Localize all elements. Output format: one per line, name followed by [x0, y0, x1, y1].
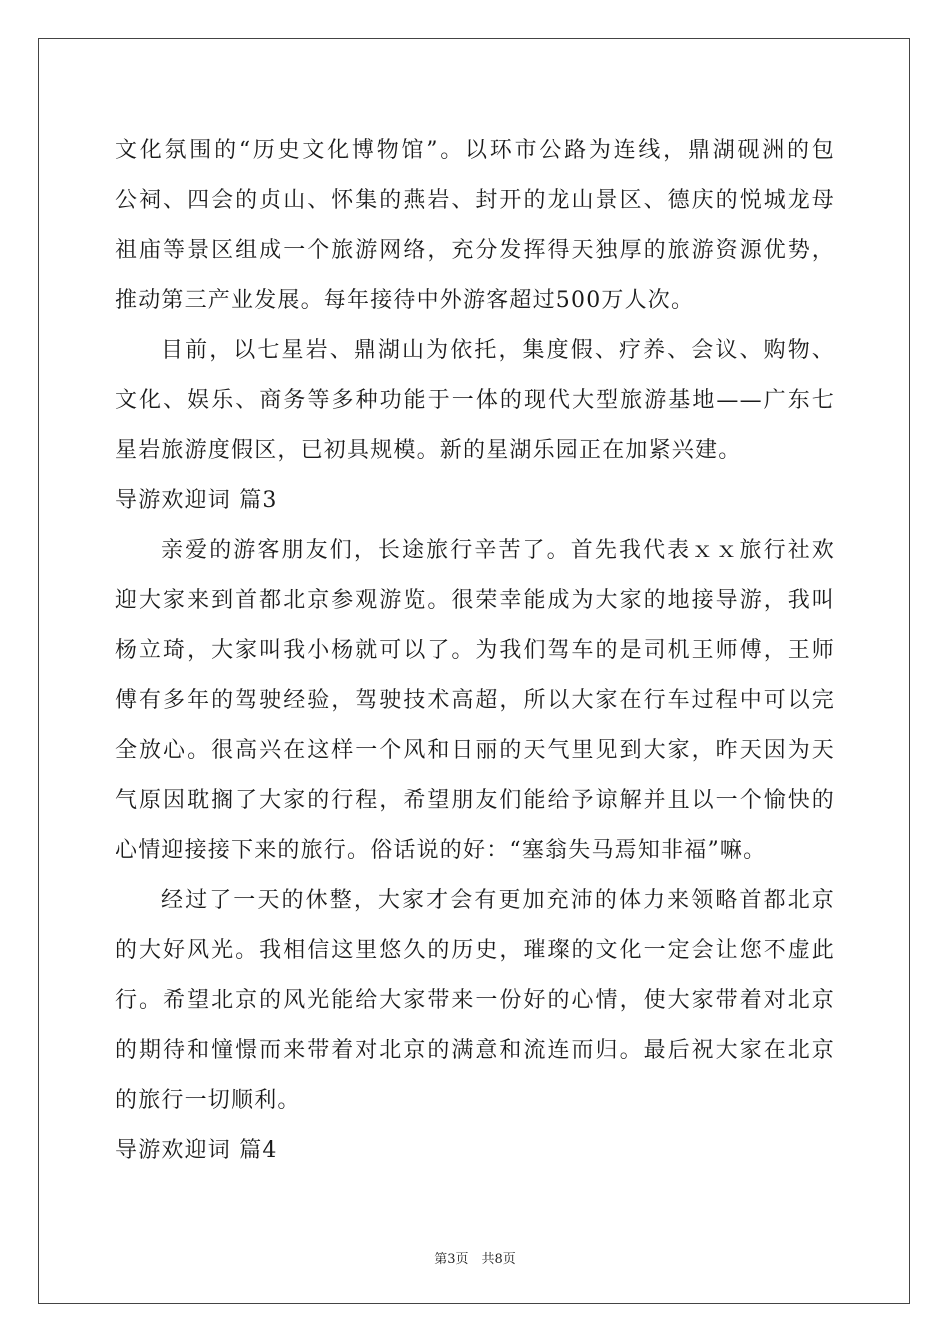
text-line: 文化氛围的“历史文化博物馆”。以环市公路为连线，鼎湖砚洲的包 [115, 138, 835, 163]
text-line: 文化、娱乐、商务等多种功能于一体的现代大型旅游基地——广东七 [115, 388, 835, 413]
text-line: 的旅行一切顺利。 [115, 1088, 301, 1113]
text-line: 推动第三产业发展。每年接待中外游客超过500万人次。 [115, 288, 695, 313]
text-line: 行。希望北京的风光能给大家带来一份好的心情，使大家带着对北京 [115, 988, 835, 1013]
page-footer: 第3页 共8页 [434, 1252, 516, 1267]
text-line: 星岩旅游度假区，已初具规模。新的星湖乐园正在加紧兴建。 [115, 438, 742, 463]
text-line: 的大好风光。我相信这里悠久的历史，璀璨的文化一定会让您不虚此 [115, 938, 835, 963]
text-line: 目前，以七星岩、鼎湖山为依托，集度假、疗养、会议、购物、 [161, 338, 835, 363]
text-line: 的期待和憧憬而来带着对北京的满意和流连而归。最后祝大家在北京 [115, 1038, 835, 1063]
document-body [115, 126, 835, 1176]
text-line: 迎大家来到首都北京参观游览。很荣幸能成为大家的地接导游，我叫 [115, 588, 835, 613]
text-line: 傅有多年的驾驶经验，驾驶技术高超，所以大家在行车过程中可以完 [115, 688, 835, 713]
text-line: 气原因耽搁了大家的行程，希望朋友们能给予谅解并且以一个愉快的 [115, 788, 835, 813]
text-line: 公祠、四会的贞山、怀集的燕岩、封开的龙山景区、德庆的悦城龙母 [115, 188, 835, 213]
text-line: 经过了一天的休整，大家才会有更加充沛的体力来领略首都北京 [161, 888, 835, 913]
section-heading: 导游欢迎词 篇4 [115, 1138, 278, 1163]
text-line: 祖庙等景区组成一个旅游网络，充分发挥得天独厚的旅游资源优势， [115, 238, 835, 263]
section-heading: 导游欢迎词 篇3 [115, 488, 278, 513]
text-line: 亲爱的游客朋友们，长途旅行辛苦了。首先我代表ｘｘ旅行社欢 [161, 538, 835, 563]
text-line: 杨立琦，大家叫我小杨就可以了。为我们驾车的是司机王师傅，王师 [115, 638, 835, 663]
text-line: 全放心。很高兴在这样一个风和日丽的天气里见到大家，昨天因为天 [115, 738, 835, 763]
text-line: 心情迎接接下来的旅行。俗话说的好：“塞翁失马焉知非福”嘛。 [115, 838, 767, 863]
